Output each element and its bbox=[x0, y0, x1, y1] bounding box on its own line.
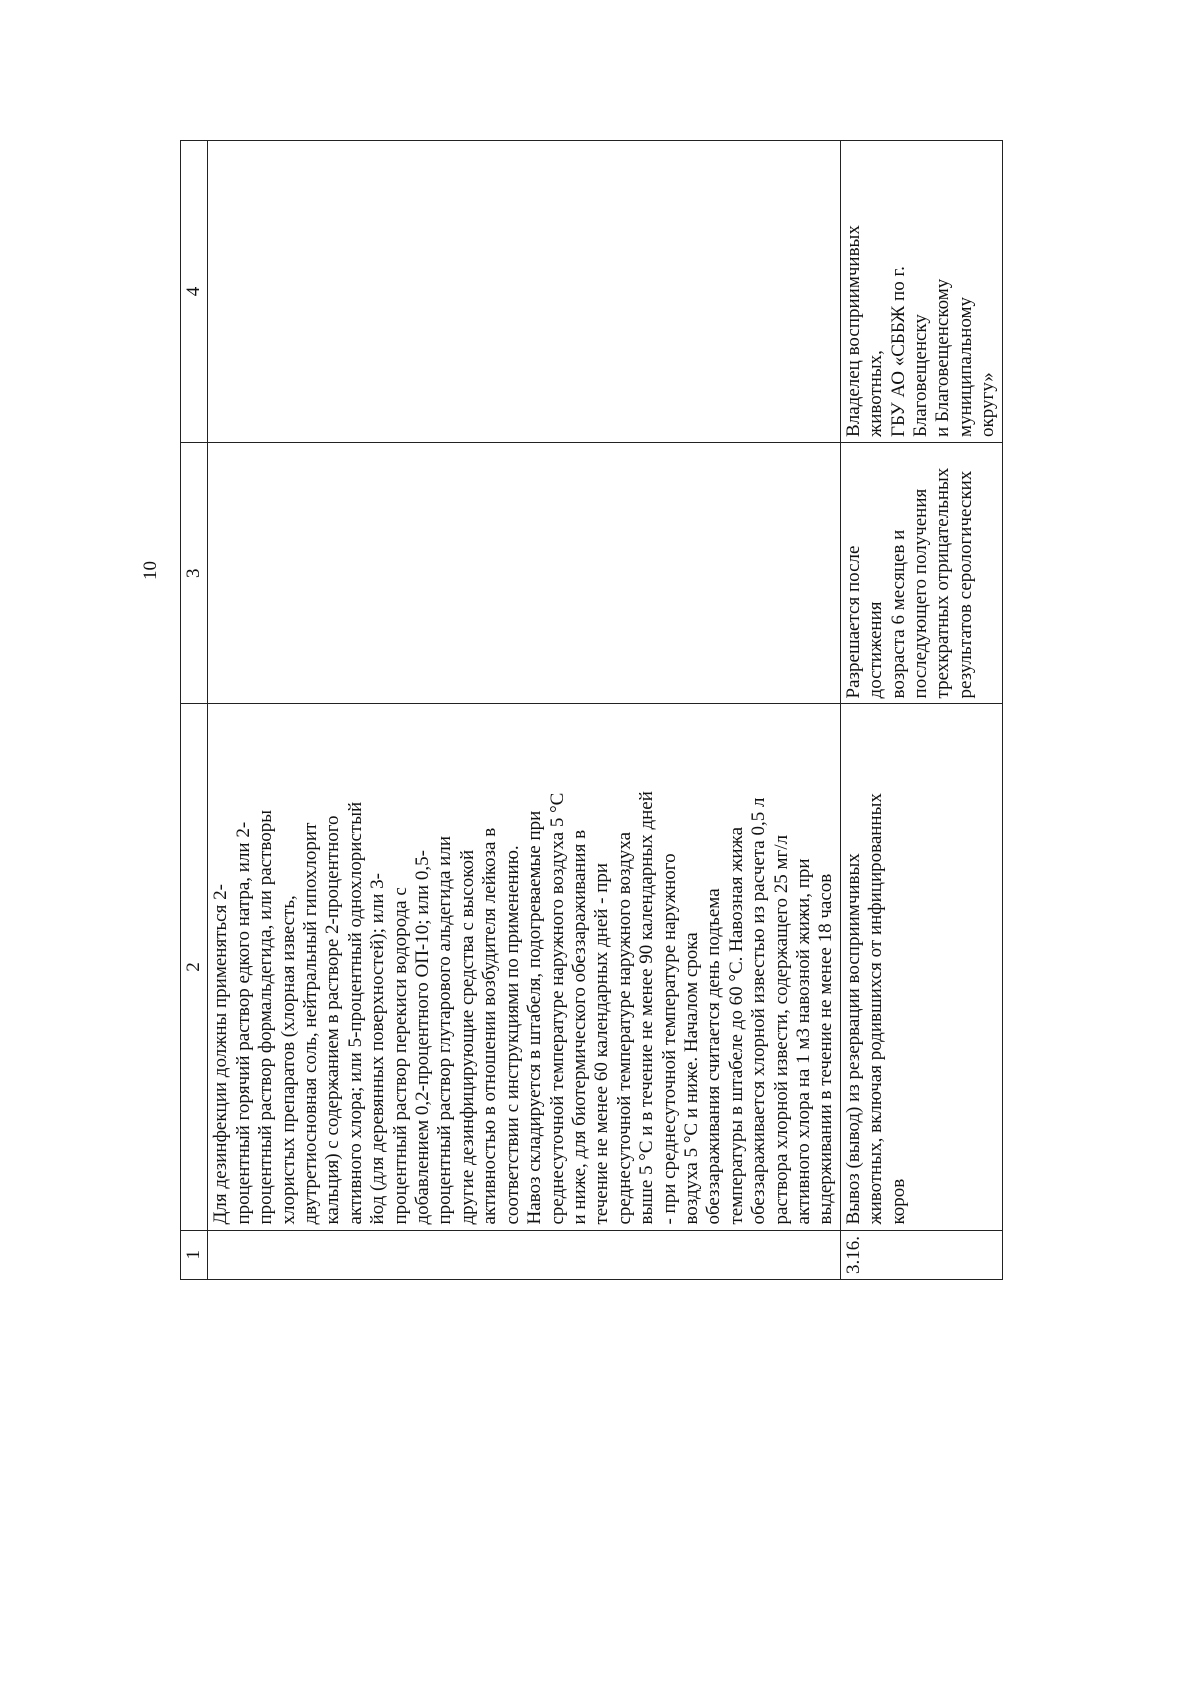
action-cell bbox=[840, 704, 1002, 1230]
action-text: Для дезинфекции должны применяться 2- процентный горячий раствор едкого натра, или 2- процентный раствор формальдегида, или растворы хлористых препаратов (хлорная известь, двутретиосновная соль, нейтральный гипохлорит кальция) с содержанием в растворе 2-процентного активного хлора; или 5-процентный однохлористый йод (для деревянных поверхностей); или 3- процентный раствор перекиси водорода с добавлением 0,2-процентного ОП-10; или 0,5- процентный раствор глутарового альдегида или другие дезинфицирующие средства с высокой активностью в отношении возбудителя лейкоза в соответствии с инструкциями по применению. Навоз складируется в штабеля, подогреваемые при среднесуточной температуре наружного воздуха 5 °С и ниже, для биотермического обеззараживания в течение не менее 60 календарных дней - при среднесуточной температуре наружного воздуха выше 5 °С и в течение не менее 90 календарных дней - при среднесуточной температуре наружного воздуха 5 °С и ниже. Началом срока обеззараживания считается день подъема температуры в штабеле до 60 °С. Навозная жижа обеззараживается хлорной известью из расчета 0,5 л раствора хлорной извести, содержащего 25 мг/л активного хлора на 1 м3 навозной жижи, при выдерживании в течение не менее 18 часов bbox=[210, 791, 837, 1225]
table-row bbox=[840, 141, 1002, 1280]
column-header-1: 1 bbox=[181, 1230, 208, 1279]
table-header-row bbox=[181, 141, 208, 1280]
column-header-3: 3 bbox=[181, 442, 208, 704]
row-number-cell: 3.16. bbox=[840, 1230, 1002, 1279]
column-header-4: 4 bbox=[181, 141, 208, 443]
action-cell bbox=[208, 704, 840, 1230]
document-page bbox=[120, 0, 999, 1300]
condition-text: Разрешается после достижения возраста 6 месяцев и последующего получения трехкратных отрицательных результатов серологических bbox=[842, 467, 976, 699]
measures-table bbox=[180, 140, 1003, 1280]
condition-cell bbox=[840, 442, 1002, 704]
table-row bbox=[208, 141, 840, 1280]
condition-cell bbox=[208, 442, 840, 704]
responsible-cell bbox=[840, 141, 1002, 443]
column-header-2: 2 bbox=[181, 704, 208, 1230]
action-text: Вывоз (вывод) из резервации восприимчивых животных, включая родившихся от инфицированных коров bbox=[842, 793, 909, 1225]
page-number: 10 bbox=[140, 561, 161, 580]
row-number-cell bbox=[208, 1230, 840, 1279]
responsible-text: Владелец восприимчивых животных, ГБУ АО «СББЖ по г. Благовещенску и Благовещенскому муниципальному округу» bbox=[842, 225, 999, 437]
responsible-cell bbox=[208, 141, 840, 443]
